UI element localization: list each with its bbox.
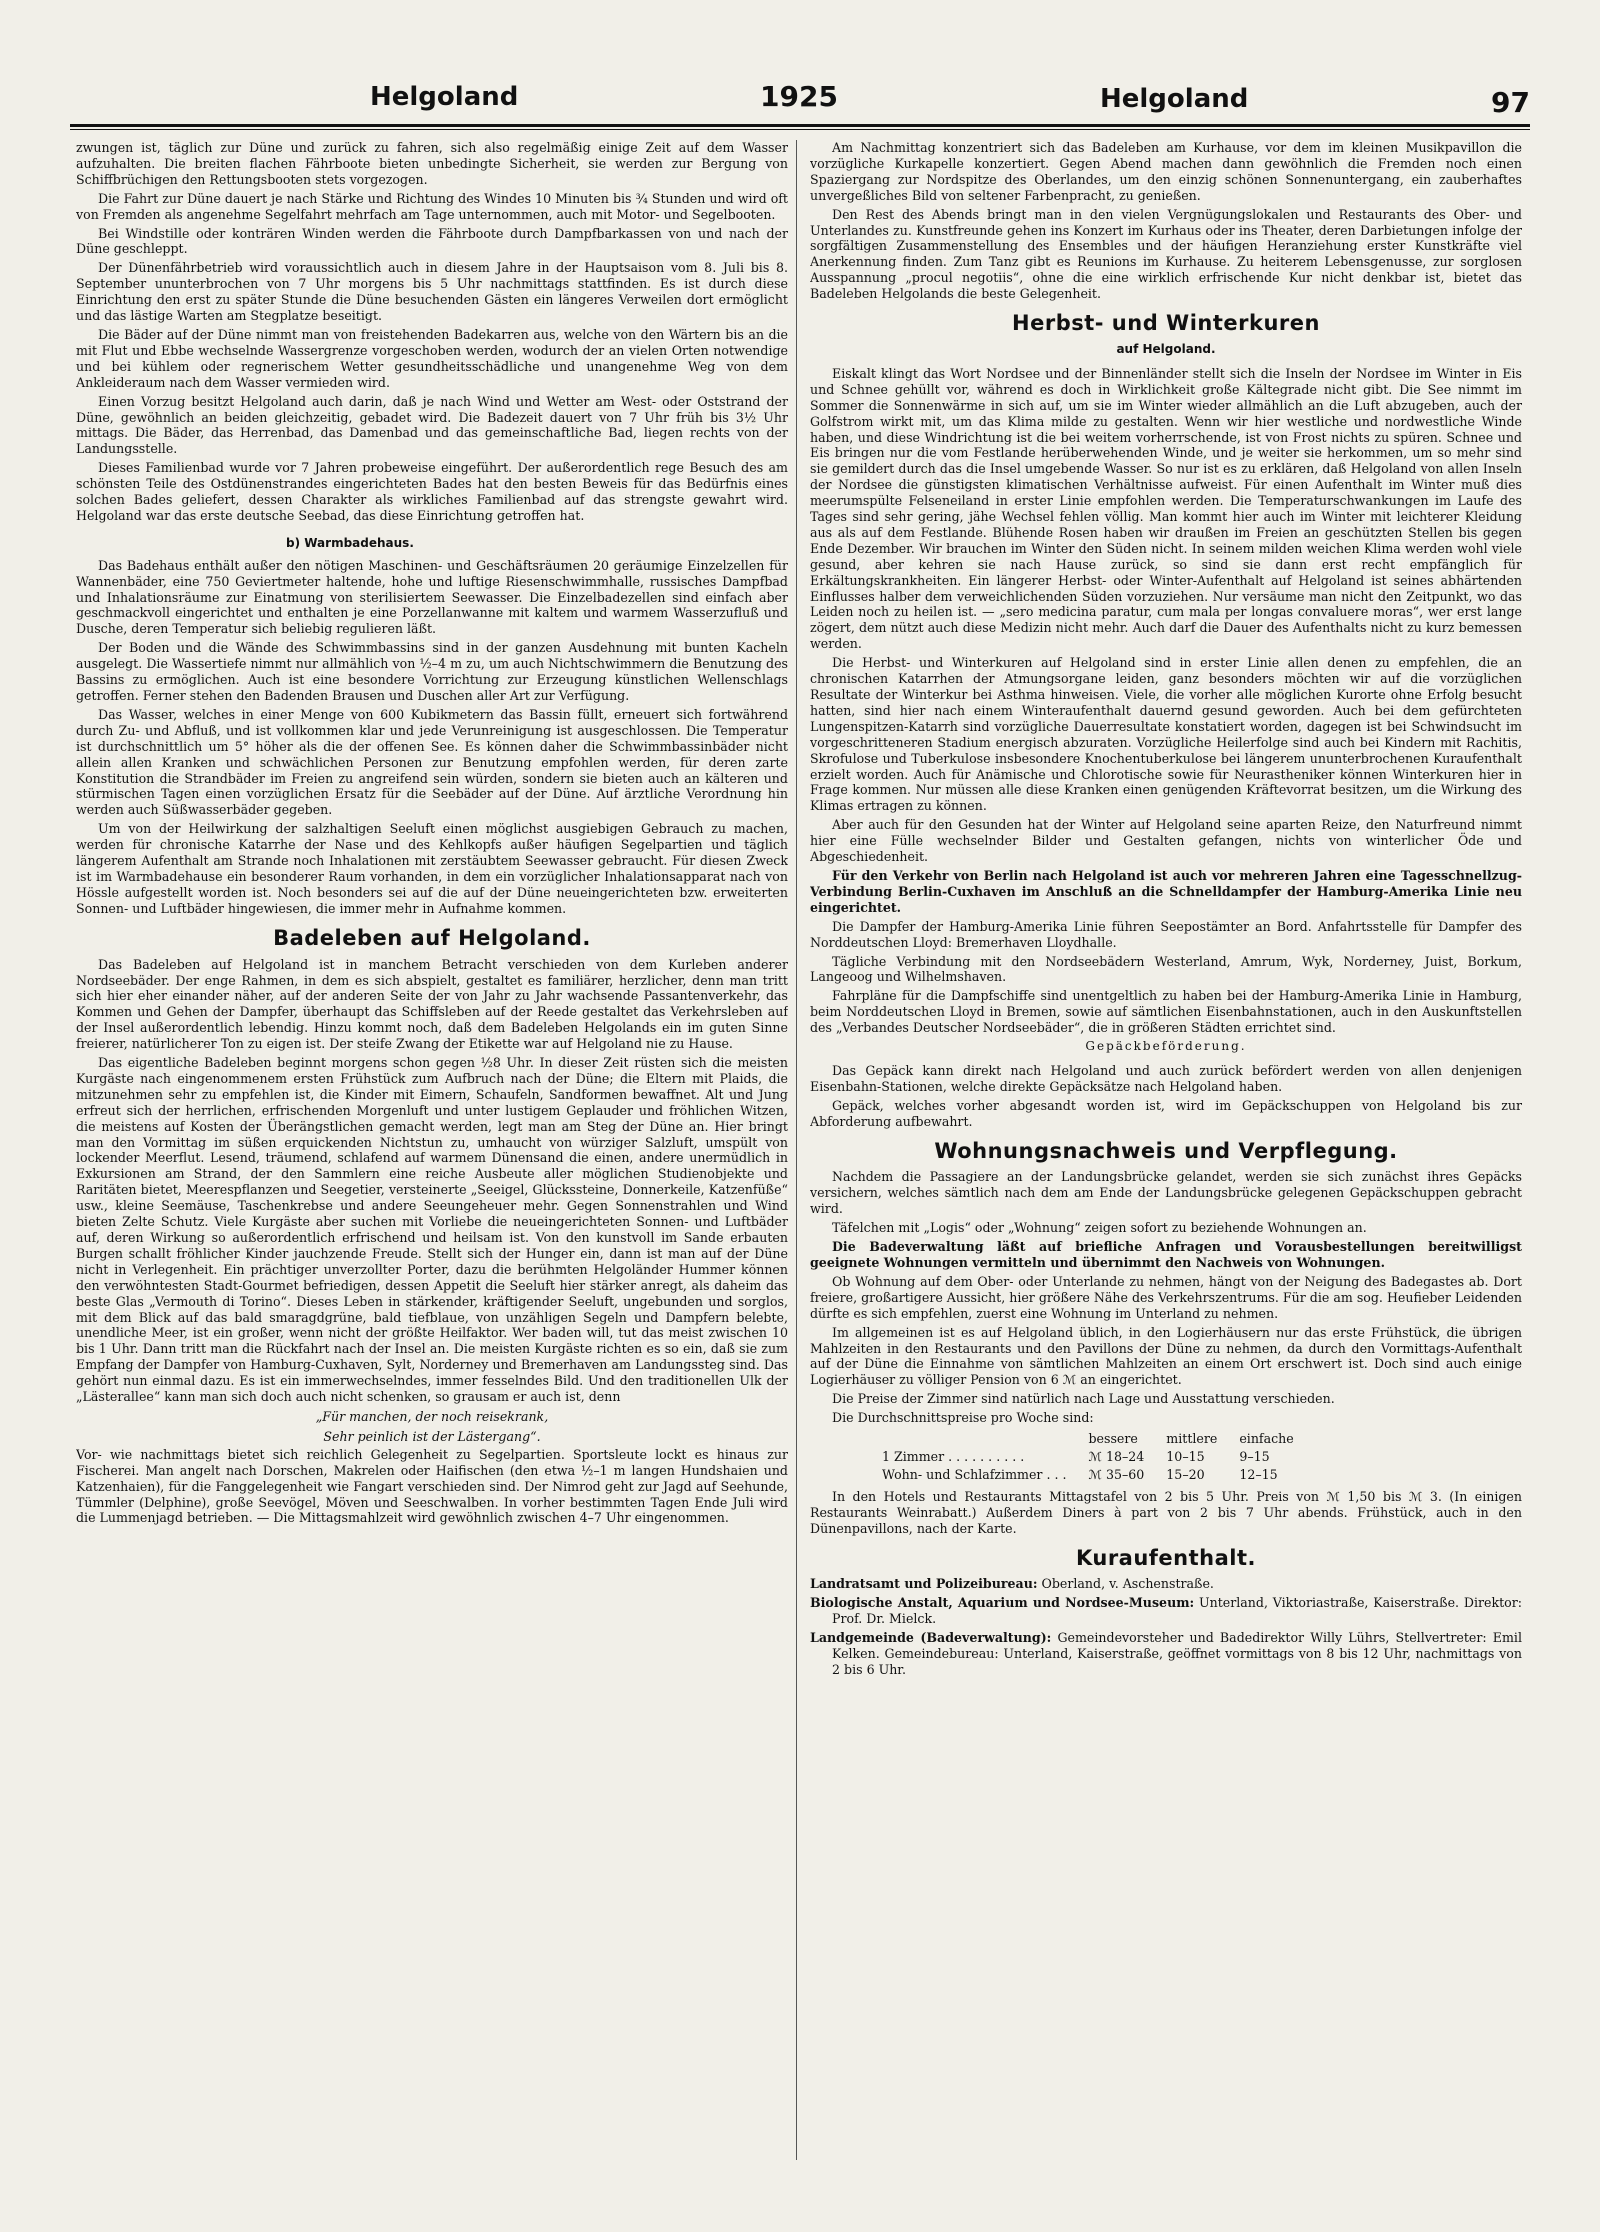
page-number: 97: [1491, 86, 1530, 119]
paragraph: Die Badeverwaltung läßt auf briefliche Anfragen und Vorausbestellungen bereitwilligst geeignete Wohnungen vermitteln und übernimmt den Nachweis von Wohnungen.: [810, 1239, 1522, 1270]
price-cell: 10–15: [1166, 1448, 1205, 1464]
paragraph: Der Dünenfährbetrieb wird voraussichtlich auch in diesem Jahre in der Hauptsaison vom 8. Juli bis 8. September ununterbrochen von 7 Uhr morgens bis 5 Uhr nachmittags stattfinden. Es ist durch diese Einrichtung den erst zu später Stunde die Düne besuchenden Gästen ein längeres Verweilen dort ermöglicht und das lästige Warten am Stegplatze beseitigt.: [76, 260, 788, 324]
price-col-label: [872, 1431, 1076, 1447]
paragraph: Vor- wie nachmittags bietet sich reichlich Gelegenheit zu Segelpartien. Sportsleute lockt es hinaus zur Fischerei. Man angelt nach Dorschen, Makrelen oder Haifischen (den etwa ½–1 m langen Hundshaien und Katzenhaien), für die Fanggelegenheit wie Fangart verschieden sind. Der Nimrod geht zur Jagd auf Seehunde, Tümmler (Delphine), große Seevögel, Möven und Seeschwalben. In vorher bestimmten Tagen Ende Juli wird die Lummenjagd betrieben. — Die Mittagsmahlzeit wird gewöhnlich zwischen 4–7 Uhr eingenommen.: [76, 1446, 788, 1526]
paragraph: Die Dampfer der Hamburg-Amerika Linie führen Seepostämter an Bord. Anfahrtsstelle für Dampfer des Norddeutschen Lloyd: Bremerhaven Lloydhalle.: [810, 918, 1522, 950]
right-column: [810, 140, 1522, 2160]
paragraph: Die Herbst- und Winterkuren auf Helgoland sind in erster Linie allen denen zu empfehlen, die an chronischen Katarrhen der Atmungsorgane leiden, ganz besonders möchten wir auf die vorzüglichen Resultate der Winterkur bei Asthma hinweisen. Viele, die vorher alle möglichen Kurorte ohne Erfolg besucht hatten, sind hier nach einem Winteraufenthalt dauernd gesund geworden. Auch bei dem gefürchteten Lungenspitzen-Katarrh sind vorzügliche Dauerresultate konstatiert worden, dagegen ist bei Schwindsucht im vorgeschritteneren Stadium energisch abzuraten. Vorzügliche Heilerfolge sind auch bei Kindern mit Rachitis, Skrofulose und Tuberkulose insbesondere Knochentuberkulose bei längerem ununterbrochenen Kuraufenthalt erzielt worden. Auch für Anämische und Chlorotische sowie für Neurastheniker können Winterkuren hier in Frage kommen. Nur müssen alle diese Kranken einen genügenden Kräftevorrat besitzen, um die Wirkung des Klimas ertragen zu können.: [810, 655, 1522, 814]
price-cell: ℳ 18–24: [1088, 1448, 1145, 1464]
list-item-text: Gemeindevorsteher und Badedirektor Willy Lührs, Stellvertreter: Emil Kelken. Gemeindebureau: Unterland, Kaiserstraße, geöffnet vormittags von 8 bis 12 Uhr, nachmittags von 2 bis 6 Uhr.: [832, 1630, 1522, 1677]
price-col-mittlere: mittlere: [1166, 1431, 1218, 1447]
column-divider: [796, 140, 797, 2160]
quote-line: Sehr peinlich ist der Lästergang“.: [323, 1428, 541, 1444]
heading-kuraufenthalt: Kuraufenthalt.: [1075, 1545, 1257, 1570]
paragraph: Tägliche Verbindung mit den Nordseebädern Westerland, Amrum, Wyk, Norderney, Juist, Borkum, Langeoog und Wilhelmshaven.: [810, 953, 1522, 985]
subheading-warmbadehaus: b) Warmbadehaus.: [286, 535, 414, 550]
paragraph: Das Gepäck kann direkt nach Helgoland und auch zurück befördert werden von allen denjenigen Eisenbahn-Stationen, welche direkte Gepäcksätze nach Helgoland haben.: [810, 1062, 1522, 1094]
page-header: [70, 78, 1530, 122]
paragraph: Täfelchen mit „Logis“ oder „Wohnung“ zeigen sofort zu beziehende Wohnungen an.: [832, 1220, 1367, 1236]
list-item-text: Unterland, Viktoriastraße, Kaiserstraße. Direktor: Prof. Dr. Mielck.: [832, 1595, 1522, 1627]
header-year: 1925: [760, 80, 838, 113]
price-table: [870, 1429, 1306, 1485]
list-item: [810, 1576, 1522, 1592]
paragraph: Nachdem die Passagiere an der Landungsbrücke gelandet, werden sie sich zunächst ihres Gepäcks versichern, welches sämtlich nach dem am Ende der Landungsbrücke gelegenen Gepäckschuppen gebracht wird.: [810, 1169, 1522, 1217]
list-item: [810, 1595, 1522, 1627]
header-left-title: Helgoland: [370, 82, 519, 112]
paragraph: Gepäck, welches vorher abgesandt worden ist, wird im Gepäckschuppen von Helgoland bis zur Abforderung aufbewahrt.: [810, 1097, 1522, 1129]
price-row-label: 1 Zimmer . . . . . . . . . .: [882, 1448, 1025, 1464]
price-row: [872, 1467, 1304, 1483]
paragraph: Das Badeleben auf Helgoland ist in manchem Betracht verschieden von dem Kurleben anderer Nordseebäder. Der enge Rahmen, in dem es sich abspielt, gestaltet es familiärer, herzlicher, denn man tritt sich hier eher einander näher, auf der anderen Seite der von Jahr zu Jahr wachsende Passantenverkehr, das Kommen und Gehen der Dampfer, überhaupt das Schiffsleben auf der Reede gestaltet das Verkehrsleben auf der Insel außerordentlich lebendig. Hinzu kommt noch, daß dem Badeleben Helgolands ein im guten Sinne freierer, natürlicherer Ton zu eigen ist. Der steife Zwang der Etikette war auf Helgoland nie zu Hause.: [76, 956, 788, 1052]
paragraph: Fahrpläne für die Dampfschiffe sind unentgeltlich zu haben bei der Hamburg-Amerika Linie in Hamburg, beim Norddeutschen Lloyd in Bremen, sowie auf sämtlichen Eisenbahnstationen, auch in den Auskunftstellen des „Verbandes Deutscher Nordseebäder“, die in größeren Städten errichtet sind.: [810, 988, 1522, 1036]
price-cell: 12–15: [1239, 1466, 1278, 1482]
paragraph: Einen Vorzug besitzt Helgoland auch darin, daß je nach Wind und Wetter am West- oder Oststrand der Düne, gewöhnlich an beiden gleichzeitig, gebadet wird. Die Badezeit dauert von 7 Uhr früh bis 3½ Uhr mittags. Die Bäder, das Herrenbad, das Damenbad und das gemeinschaftliche Bad, liegen rechts von der Landungsstelle.: [76, 393, 788, 457]
price-row-label: Wohn- und Schlafzimmer . . .: [882, 1466, 1067, 1482]
list-item-title: Landratsamt und Polizeibureau:: [810, 1576, 1038, 1592]
price-cell: 15–20: [1166, 1466, 1205, 1482]
header-rule: [70, 124, 1530, 127]
paragraph: Den Rest des Abends bringt man in den vielen Vergnügungslokalen und Restaurants des Ober- und Unterlandes zu. Kunstfreunde gehen ins Konzert im Kurhaus oder ins Theater, deren Darbietungen infolge der sorgfältigen Zusammenstellung des Ensembles und der häufigen Heranziehung erster Kunstkräfte viel Anerkennung finden. Zum Tanz gibt es Reunions im Kurhause. Zu heiterem Lebensgenusse, zur sorglosen Ausspannung „procul negotiis“, ohne die eine wirklich erfrischende Kur nicht denkbar ist, bietet das Badeleben Helgolands die beste Gelegenheit.: [810, 206, 1522, 302]
paragraph: Die Durchschnittspreise pro Woche sind:: [832, 1410, 1094, 1426]
list-item-text: Oberland, v. Aschenstraße.: [1037, 1576, 1214, 1592]
price-col-bessere: bessere: [1088, 1431, 1138, 1447]
paragraph: zwungen ist, täglich zur Düne und zurück zu fahren, sich also regelmäßig einige Zeit auf dem Wasser aufzuhalten. Die breiten flachen Fährboote bieten unbedingte Sicherheit, sie werden zur Bergung von Schiffbrüchigen den Rettungsbooten stets vorgezogen.: [76, 140, 788, 187]
header-right-title: Helgoland: [1100, 84, 1249, 114]
left-column: [76, 140, 788, 2160]
paragraph: Aber auch für den Gesunden hat der Winter auf Helgoland seine aparten Reize, den Naturfreund nimmt hier eine Fülle wechselnder Bilder und Gestalten gefangen, nichts von winterlicher Öde und Abgeschiedenheit.: [810, 817, 1522, 865]
heading-herbst-winterkuren: Herbst- und Winterkuren: [1012, 311, 1320, 336]
subheading-gepaeck: Gepäckbeförderung.: [1085, 1039, 1247, 1054]
price-col-einfache: einfache: [1239, 1431, 1294, 1447]
paragraph: Für den Verkehr von Berlin nach Helgoland ist auch vor mehreren Jahren eine Tagesschnellzug-Verbindung Berlin-Cuxhaven im Anschluß an die Schnelldampfer der Hamburg-Amerika Linie neu eingerichtet.: [810, 867, 1522, 915]
paragraph: Eiskalt klingt das Wort Nordsee und der Binnenländer stellt sich die Inseln der Nordsee im Winter in Eis und Schnee gehüllt vor, während es doch in Wirklichkeit große Kältegrade nicht gibt. Die See nimmt im Sommer die Sonnenwärme in sich auf, um sie im Winter wieder allmählich an die Luft abzugeben, auch der Golfstrom wirkt mit, um das Klima milde zu gestalten. Wenn wir hier westliche und nordwestliche Winde haben, und diese Windrichtung ist die bei weitem vorherrschende, ist von Frost nichts zu spüren. Schnee und Eis bringen nur die vom Festlande herüberwehenden Winde, und je weiter sie herkommen, um so mehr sind sie gemildert durch das die Insel umgebende Wasser. So nur ist es zu erklären, daß Helgoland von allen Inseln der Nordsee die günstigsten klimatischen Verhältnisse aufweist. Für einen Aufenthalt im Winter muß dies meerumspülte Felseneiland in erster Linie empfohlen werden. Die Temperaturschwankungen im Laufe des Tages sind sehr gering, jähe Wechsel fehlen völlig. Man kommt hier auch im Winter mit leichterer Kleidung aus als auf dem Festlande. Blühende Rosen haben wir draußen im Freien an geschützten Stellen bis gegen Ende Dezember. Wir brauchen im Winter den Süden nicht. In seinem milden weichen Klima werden wohl viele gesund, aber kehren sie nach Hause zurück, so sind sie dann erst recht empfänglich für Erkältungskrankheiten. Ein längerer Herbst- oder Winter-Aufenthalt auf Helgoland ist seines abhärtenden Einflusses halber dem verweichlichenden Süden vorzuziehen. Nur versäume man nicht den Zeitpunkt, wo das Leiden noch zu heilen ist. — „sero medicina paratur, cum mala per longas convaluere moras“, wer erst lange zögert, dem nützt auch diese Medizin nicht mehr. Auch darf die Dauer des Aufenthalts nicht zu kurz bemessen werden.: [810, 365, 1522, 652]
paragraph: Der Boden und die Wände des Schwimmbassins sind in der ganzen Ausdehnung mit bunten Kacheln ausgelegt. Die Wassertiefe nimmt nur allmählich von ½–4 m zu, um auch Nichtschwimmern die Benutzung des Bassins zu ermöglichen. Auch ist eine besondere Vorrichtung zur Erzeugung künstlichen Wellenschlags getroffen. Ferner stehen den Badenden Brausen und Duschen aller Art zur Verfügung.: [76, 640, 788, 703]
paragraph: Um von der Heilwirkung der salzhaltigen Seeluft einen möglichst ausgiebigen Gebrauch zu machen, werden für chronische Katarrhe der Nase und des Kehlkopfs außer häufigen Segelpartien und täglich längerem Aufenthalt am Strande noch Inhalationen mit zerstäubtem Seewasser gebraucht. Für diesen Zweck ist im Warmbadehause ein besonderer Raum vorhanden, in dem ein vorzüglicher Inhalationsapparat nach von Hössle aufgestellt worden ist. Noch besonders sei auf die auf der Düne neueingerichteten bzw. erweiterten Sonnen- und Luftbäder hingewiesen, die immer mehr in Aufnahme kommen.: [76, 821, 788, 916]
paragraph: Das Badehaus enthält außer den nötigen Maschinen- und Geschäftsräumen 20 geräumige Einzelzellen für Wannenbäder, eine 750 Geviertmeter haltende, hohe und luftige Riesenschwimmhalle, russisches Dampfbad und Inhalationsräume zur Einatmung von sterilisiertem Seewasser. Die Einzelbadezellen sind einfach aber geschmackvoll eingerichtet und enthalten je eine Porzellanwanne mit kaltem und warmem Wasserzufluß und Dusche, deren Temperatur sich beliebig regulieren läßt.: [76, 557, 788, 637]
paragraph: Die Preise der Zimmer sind natürlich nach Lage und Ausstattung verschieden.: [832, 1391, 1335, 1407]
price-row: [872, 1449, 1304, 1465]
heading-badeleben: Badeleben auf Helgoland.: [273, 925, 591, 950]
kuraufenthalt-list: [810, 1576, 1522, 1677]
list-item: [810, 1630, 1522, 1678]
paragraph: Die Bäder auf der Düne nimmt man von freistehenden Badekarren aus, welche von den Wärtern bis an die mit Flut und Ebbe wechselnde Wassergrenze vorgeschoben werden, wodurch der an vielen Orten notwendige und bei kühlem oder regnerischem Wetter gesundheitsschädliche und unangenehme Weg von dem Ankleideraum nach dem Wasser vermieden wird.: [76, 326, 788, 390]
paragraph: Im allgemeinen ist es auf Helgoland üblich, in den Logierhäusern nur das erste Frühstück, die übrigen Mahlzeiten in den Restaurants und den Pavillons der Düne zu nehmen, da durch den Vormittags-Aufenthalt auf der Düne die Einnahme von sämtlichen Mahlzeiten an einem Ort erschwert ist. Doch sind auch einige Logierhäuser zu völliger Pension von 6 ℳ an eingerichtet.: [810, 1324, 1522, 1388]
paragraph: In den Hotels und Restaurants Mittagstafel von 2 bis 5 Uhr. Preis von ℳ 1,50 bis ℳ 3. (In einigen Restaurants Weinrabatt.) Außerdem Diners à part von 2 bis 7 Uhr abends. Frühstück, auch in den Dünenpavillons, nach der Karte.: [810, 1488, 1522, 1536]
quote-line: „Für manchen, der noch reisekrank,: [315, 1408, 549, 1424]
price-cell: 9–15: [1239, 1448, 1270, 1464]
paragraph: Ob Wohnung auf dem Ober- oder Unterlande zu nehmen, hängt von der Neigung des Badegastes ab. Dort freiere, großartigere Aussicht, hier größere Nähe des Verkehrszentrums. Für die am sog. Heufieber Leidenden dürfte es sich empfehlen, zuerst eine Wohnung im Unterland zu nehmen.: [810, 1273, 1522, 1321]
heading-wohnungsnachweis: Wohnungsnachweis und Verpflegung.: [934, 1138, 1398, 1163]
price-cell: ℳ 35–60: [1088, 1466, 1145, 1482]
paragraph: Bei Windstille oder konträren Winden werden die Fährboote durch Dampfbarkassen von und nach der Düne geschleppt.: [76, 225, 788, 257]
list-item-title: Landgemeinde (Badeverwaltung):: [810, 1630, 1052, 1646]
paragraph: Die Fahrt zur Düne dauert je nach Stärke und Richtung des Windes 10 Minuten bis ¾ Stunden und wird oft von Fremden als angenehme Segelfahrt mehrfach am Tage unternommen, auch mit Motor- und Segelbooten.: [76, 190, 788, 222]
header-rule-thin: [70, 129, 1530, 130]
paragraph: Am Nachmittag konzentriert sich das Badeleben am Kurhause, vor dem im kleinen Musikpavillon die vorzügliche Kurkapelle konzertiert. Gegen Abend machen dann gewöhnlich die Fremden noch einen Spaziergang zur Nordspitze des Oberlandes, um den einzig schönen Sonnenuntergang, ein zauberhaftes unvergeßliches Bild von seltener Farbenpracht, zu genießen.: [810, 140, 1522, 203]
subheading-auf-helgoland: auf Helgoland.: [1116, 341, 1216, 356]
price-table-header: [872, 1431, 1304, 1447]
paragraph: Dieses Familienbad wurde vor 7 Jahren probeweise eingeführt. Der außerordentlich rege Besuch des am schönsten Teile des Ostdünenstrandes eingerichteten Bades hat den besten Beweis für das Bedürfnis eines solchen Bades geliefert, dessen Charakter als wirkliches Familienbad auf das strengste gewahrt wird. Helgoland war das erste deutsche Seebad, das diese Einrichtung getroffen hat.: [76, 460, 788, 523]
paragraph: Das Wasser, welches in einer Menge von 600 Kubikmetern das Bassin füllt, erneuert sich fortwährend durch Zu- und Abfluß, und ist vollkommen klar und jede Verunreinigung ist ausgeschlossen. Die Temperatur ist durchschnittlich um 5° höher als die der offenen See. Es können daher die Schwimmbassinbäder nicht allein allen Kranken und schwächlichen Personen zur Benutzung empfohlen werden, für deren zarte Konstitution die Strandbäder im Freien zu angreifend sein würden, sondern sie bieten auch an kälteren und stürmischen Tagen einen vorzüglichen Ersatz für die Seebäder auf der Düne. Auf ärztliche Verordnung hin werden auch Süßwasserbäder gegeben.: [76, 706, 788, 818]
paragraph: Das eigentliche Badeleben beginnt morgens schon gegen ½8 Uhr. In dieser Zeit rüsten sich die meisten Kurgäste nach eingenommenem ersten Frühstück zum Aufbruch nach der Düne; die Eltern mit Plaids, die mitzunehmen sehr zu empfehlen ist, die Kinder mit Eimern, Schaufeln, Sandformen bewaffnet. Alt und Jung erfreut sich der herrlichen, erfrischenden Morgenluft und unter lustigem Geplauder und fröhlichen Witzen, die meistens auf Kosten der Überängstlichen gemacht werden, legt man am Steg der Düne an. Hier bringt man den Vormittag im süßen erquickenden Nichtstun zu, umhaucht von würziger Salzluft, umspült von lockender Meerflut. Lesend, träumend, schlafend auf warmem Dünensand die einen, andere unermüdlich in Exkursionen am Strand, der den Sammlern eine reiche Ausbeute aller möglichen Studienobjekte und Raritäten bietet, Meerespflanzen und Seegetier, versteinerte „Seeigel, Glückssteine, Donnerkeile, Katzenfüße“ usw., kleine Seemäuse, Taschenkrebse und andere Seeungeheuer mehr. Gegen Sonnenstrahlen und Wind bieten Zelte Schutz. Viele Kurgäste aber suchen mit Vorliebe die neueingerichteten Sonnen- und Luftbäder auf, deren Wirkung so außerordentlich erfrischend und heilsam ist. Von den kunstvoll im Sande erbauten Burgen schallt fröhlicher Kinder jauchzende Freude. Stellt sich der Hunger ein, dann ist man auf der Düne nicht in Verlegenheit. Ein prächtiger unverzollter Porter, dazu die berühmten Helgoländer Hummer können den verwöhntesten Stadt-Gourmet befriedigen, dessen Appetit die Seeluft hier stärker anregt, als daheim das beste Glas „Vermouth di Torino“. Dieses Leben in stärkender, kräftigender Seeluft, ungebunden und sorglos, mit dem Blick auf das bald smaragdgrüne, bald tiefblaue, von unzähligen Segeln und Dampfern belebte, unendliche Meer, ist ein großer, wenn nicht der größte Heilfaktor. Wer baden will, tut das meist zwischen 10 bis 1 Uhr. Dann tritt man die Rückfahrt nach der Insel an. Die meisten Kurgäste richten es so ein, daß sie zum Empfang der Dampfer von Hamburg-Cuxhaven, Sylt, Norderney und Bremerhaven am Landungssteg sind. Das gehört nun einmal dazu. Es ist ein immerwechselndes, immer fesselndes Bild. Und den traditionellen Ulk der „Lästerallee“ kann man sich doch auch nicht schenken, so grausam er auch ist, denn: [76, 1055, 788, 1405]
list-item-title: Biologische Anstalt, Aquarium und Nordsee-Museum:: [810, 1595, 1195, 1611]
